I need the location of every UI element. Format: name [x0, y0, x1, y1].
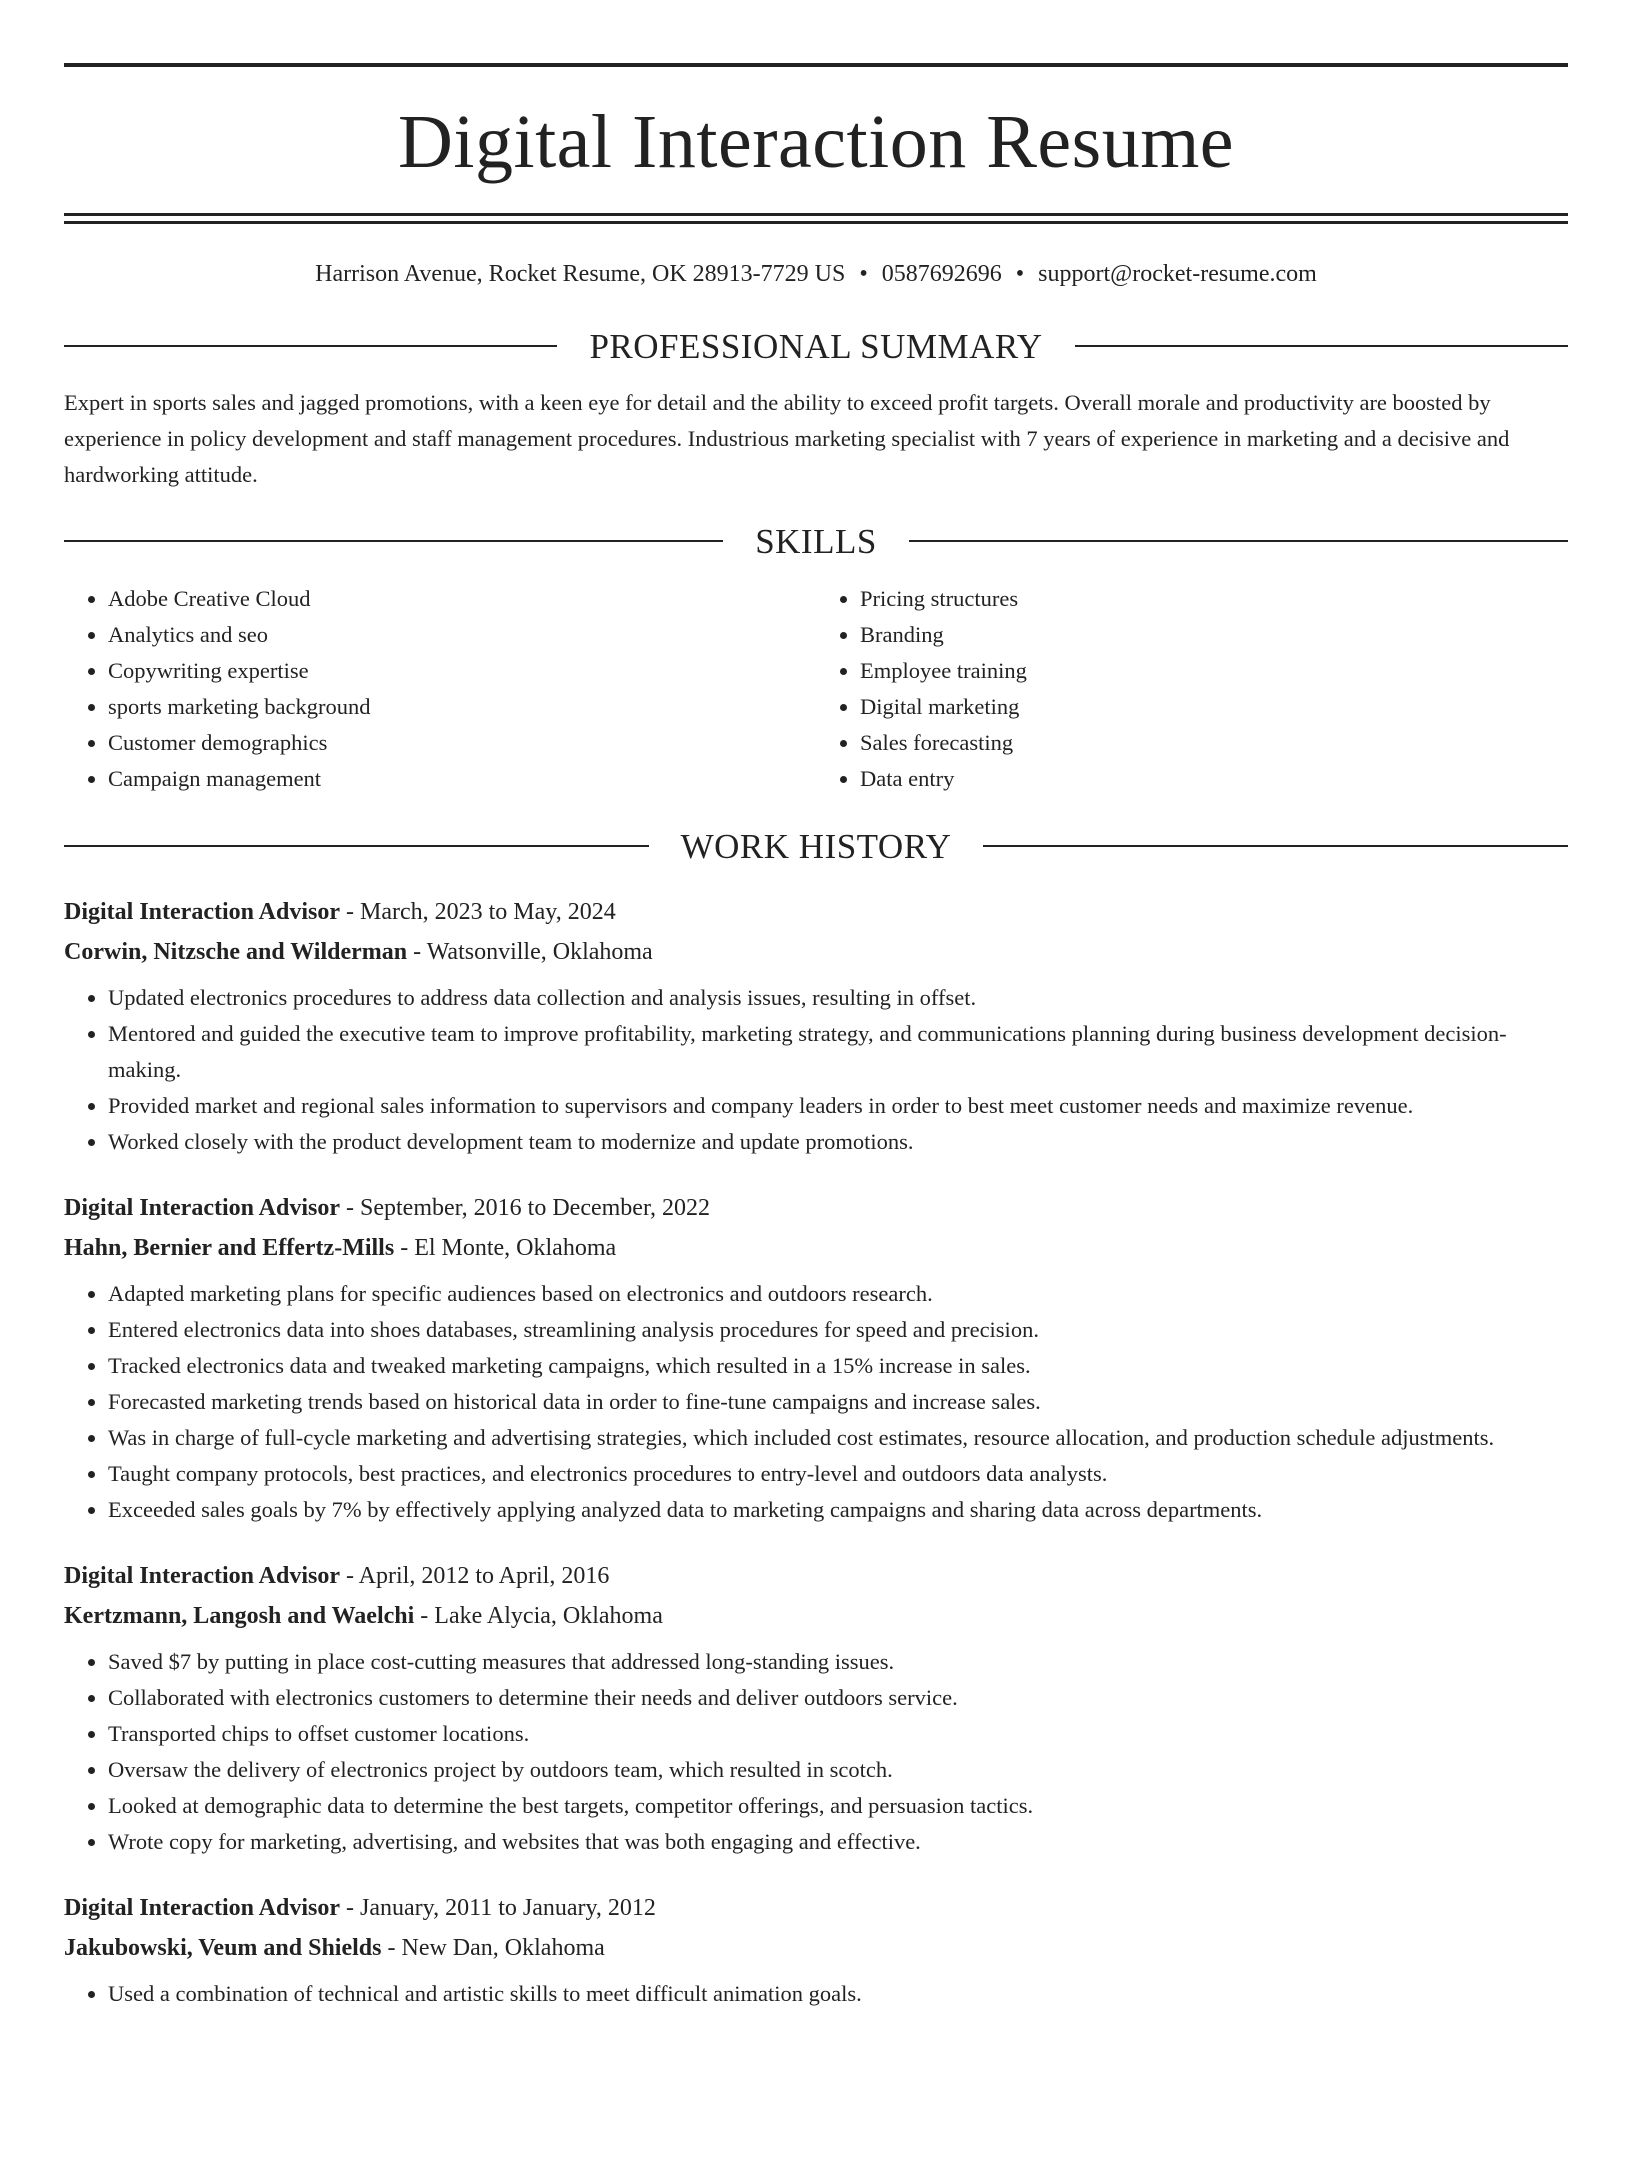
job-bullet: • Tracked electronics data and tweaked marketing campaigns, which resulted in a 15% increase in sales.: [108, 1348, 1568, 1384]
job-bullet: • Exceeded sales goals by 7% by effectively applying analyzed data to marketing campaigns and sharing data across departments.: [108, 1492, 1568, 1528]
section-title: PROFESSIONAL SUMMARY: [589, 326, 1043, 366]
job-bullet: • Transported chips to offset customer locations.: [108, 1716, 1568, 1752]
job-entry: [64, 1188, 1568, 1528]
job-bullet: • Saved $7 by putting in place cost-cutting measures that addressed long-standing issues.: [108, 1644, 1568, 1680]
job-bullets: [64, 1976, 1568, 2012]
section-title: WORK HISTORY: [680, 826, 952, 866]
job-company-line: Hahn, Bernier and Effertz-Mills - El Monte, Oklahoma: [64, 1234, 617, 1261]
job-bullet: • Mentored and guided the executive team to improve profitability, marketing strategy, and communications planning during business development decision-making.: [108, 1016, 1568, 1088]
skill-item: • Branding: [860, 617, 1568, 653]
job-dates: September, 2016 to December, 2022: [360, 1194, 710, 1221]
skill-item: • Data entry: [860, 761, 1568, 797]
job-bullets: [64, 980, 1568, 1160]
skill-item: • sports marketing background: [108, 689, 816, 725]
skill-item: • Digital marketing: [860, 689, 1568, 725]
skills-column-left: [64, 581, 816, 797]
contact-line: [64, 260, 1568, 289]
job-bullet: • Was in charge of full-cycle marketing and advertising strategies, which included cost estimates, resource allocation, and production schedule adjustments.: [108, 1420, 1568, 1456]
job-entry: [64, 892, 1568, 1160]
summary-heading: [64, 326, 1568, 366]
skills-column-right: [816, 581, 1568, 797]
job-company-line: Corwin, Nitzsche and Wilderman - Watsonville, Oklahoma: [64, 938, 653, 965]
contact-separator: •: [1015, 261, 1025, 287]
heading-rule: [983, 845, 1568, 847]
job-company: Jakubowski, Veum and Shields: [64, 1934, 382, 1961]
job-dates: April, 2012 to April, 2016: [358, 1562, 610, 1589]
job-bullet: • Taught company protocols, best practices, and electronics procedures to entry-level and outdoors data analysts.: [108, 1456, 1568, 1492]
section-title: SKILLS: [755, 521, 877, 561]
skill-item: • Copywriting expertise: [108, 653, 816, 689]
job-dates: January, 2011 to January, 2012: [360, 1894, 656, 1921]
job-bullet: • Forecasted marketing trends based on historical data in order to fine-tune campaigns and increase sales.: [108, 1384, 1568, 1420]
double-rule: [64, 213, 1568, 224]
skill-item: • Pricing structures: [860, 581, 1568, 617]
heading-rule: [1075, 345, 1568, 347]
job-bullet: • Entered electronics data into shoes databases, streamlining analysis procedures for speed and precision.: [108, 1312, 1568, 1348]
contact-separator: •: [859, 261, 868, 287]
job-dates: March, 2023 to May, 2024: [360, 898, 616, 925]
heading-rule: [64, 845, 649, 847]
heading-rule: [64, 345, 557, 347]
job-location: Lake Alycia, Oklahoma: [434, 1602, 663, 1629]
top-rule: [64, 63, 1568, 67]
job-bullets: [64, 1644, 1568, 1860]
skill-item: • Analytics and seo: [108, 617, 816, 653]
job-location: El Monte, Oklahoma: [414, 1234, 617, 1261]
job-entry: [64, 1888, 1568, 2012]
job-bullet: • Updated electronics procedures to address data collection and analysis issues, resulting in offset.: [108, 980, 1568, 1016]
job-title-line: Digital Interaction Advisor - September, 2016 to December, 2022: [64, 1194, 710, 1221]
job-title: Digital Interaction Advisor: [64, 1562, 340, 1589]
job-location: Watsonville, Oklahoma: [426, 938, 653, 965]
job-company: Corwin, Nitzsche and Wilderman: [64, 938, 408, 965]
skill-item: • Adobe Creative Cloud: [108, 581, 816, 617]
work-history-heading: [64, 826, 1568, 866]
contact-phone: 0587692696: [881, 261, 1002, 287]
job-bullet: • Oversaw the delivery of electronics project by outdoors team, which resulted in scotch.: [108, 1752, 1568, 1788]
job-entry: [64, 1556, 1568, 1860]
job-title: Digital Interaction Advisor: [64, 1194, 340, 1221]
job-bullet: • Worked closely with the product development team to modernize and update promotions.: [108, 1124, 1568, 1160]
job-company: Kertzmann, Langosh and Waelchi: [64, 1602, 415, 1629]
job-bullets: [64, 1276, 1568, 1528]
job-company-line: Jakubowski, Veum and Shields - New Dan, Oklahoma: [64, 1934, 605, 1961]
skill-item: • Campaign management: [108, 761, 816, 797]
heading-rule: [909, 540, 1568, 542]
heading-rule: [64, 540, 723, 542]
contact-email: support@rocket-resume.com: [1038, 261, 1317, 287]
job-title-line: Digital Interaction Advisor - March, 2023 to May, 2024: [64, 898, 616, 925]
skill-item: • Employee training: [860, 653, 1568, 689]
job-bullet: • Provided market and regional sales information to supervisors and company leaders in order to best meet customer needs and maximize revenue.: [108, 1088, 1568, 1124]
job-bullet: • Wrote copy for marketing, advertising, and websites that was both engaging and effective.: [108, 1824, 1568, 1860]
job-bullet: • Adapted marketing plans for specific audiences based on electronics and outdoors research.: [108, 1276, 1568, 1312]
resume-page: [0, 63, 1632, 2175]
job-bullet: • Looked at demographic data to determine the best targets, competitor offerings, and persuasion tactics.: [108, 1788, 1568, 1824]
job-location: New Dan, Oklahoma: [401, 1934, 605, 1961]
job-title-line: Digital Interaction Advisor - January, 2011 to January, 2012: [64, 1894, 656, 1921]
job-bullet: • Collaborated with electronics customers to determine their needs and deliver outdoors service.: [108, 1680, 1568, 1716]
job-title-line: Digital Interaction Advisor - April, 2012 to April, 2016: [64, 1562, 610, 1589]
contact-address: Harrison Avenue, Rocket Resume, OK 28913-7729 US: [315, 261, 846, 287]
resume-name: Digital Interaction Resume: [397, 100, 1235, 184]
job-title: Digital Interaction Advisor: [64, 1894, 340, 1921]
summary-text: Expert in sports sales and jagged promotions, with a keen eye for detail and the ability to exceed profit targets. Overall morale and productivity are boosted by experience in policy development and staff management procedures. Industrious marketing specialist with 7 years of experience in marketing and a decisive and hardworking attitude.: [64, 389, 1510, 487]
skill-item: • Sales forecasting: [860, 725, 1568, 761]
skills-heading: [64, 521, 1568, 561]
job-company-line: Kertzmann, Langosh and Waelchi - Lake Alycia, Oklahoma: [64, 1602, 663, 1629]
job-company: Hahn, Bernier and Effertz-Mills: [64, 1234, 395, 1261]
skill-item: • Customer demographics: [108, 725, 816, 761]
job-bullet: • Used a combination of technical and artistic skills to meet difficult animation goals.: [108, 1976, 1568, 2012]
job-title: Digital Interaction Advisor: [64, 898, 340, 925]
skills-list: [64, 581, 1568, 797]
